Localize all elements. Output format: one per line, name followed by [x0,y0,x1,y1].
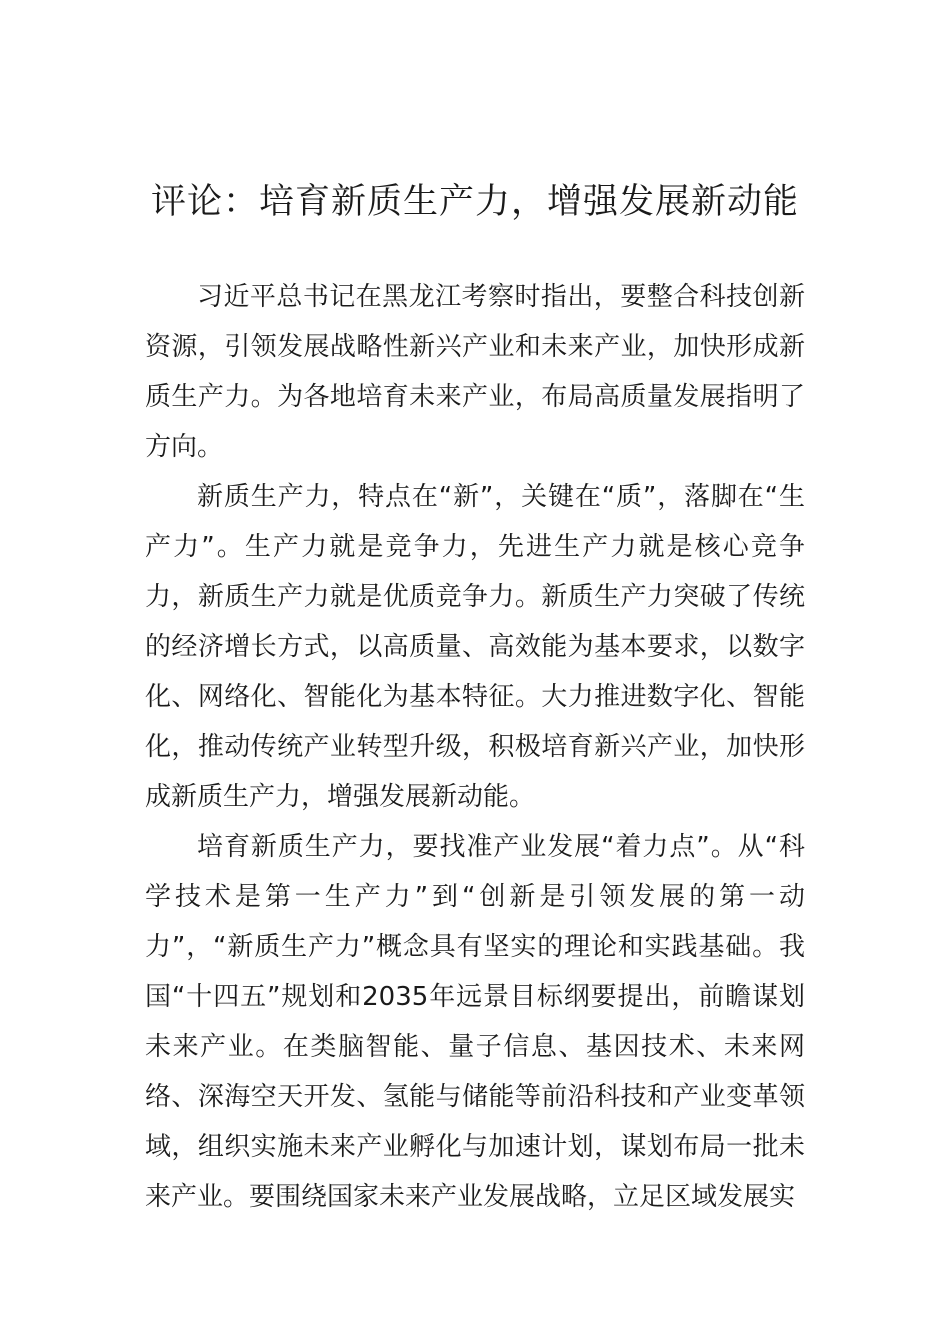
document-body [145,272,805,1222]
paragraph: 新质生产力，特点在“新”，关键在“质”，落脚在“生产力”。生产力就是竞争力，先进生产力就是核心竞争力，新质生产力就是优质竞争力。新质生产力突破了传统的经济增长方式，以高质量、高效能为基本要求，以数字化、网络化、智能化为基本特征。大力推进数字化、智能化，推动传统产业转型升级，积极培育新兴产业，加快形成新质生产力，增强发展新动能。 [145,482,805,812]
document-title: 评论：培育新质生产力，增强发展新动能 [150,182,799,222]
paragraph: 习近平总书记在黑龙江考察时指出，要整合科技创新资源，引领发展战略性新兴产业和未来产业，加快形成新质生产力。为各地培育未来产业，布局高质量发展指明了方向。 [145,282,805,462]
paragraph: 培育新质生产力，要找准产业发展“着力点”。从“科学技术是第一生产力”到“创新是引领发展的第一动力”，“新质生产力”概念具有坚实的理论和实践基础。我国“十四五”规划和2035年远景目标纲要提出，前瞻谋划未来产业。在类脑智能、量子信息、基因技术、未来网络、深海空天开发、氢能与储能等前沿科技和产业变革领域，组织实施未来产业孵化与加速计划，谋划布局一批未来产业。要围绕国家未来产业发展战略，立足区域发展实 [145,832,805,1212]
